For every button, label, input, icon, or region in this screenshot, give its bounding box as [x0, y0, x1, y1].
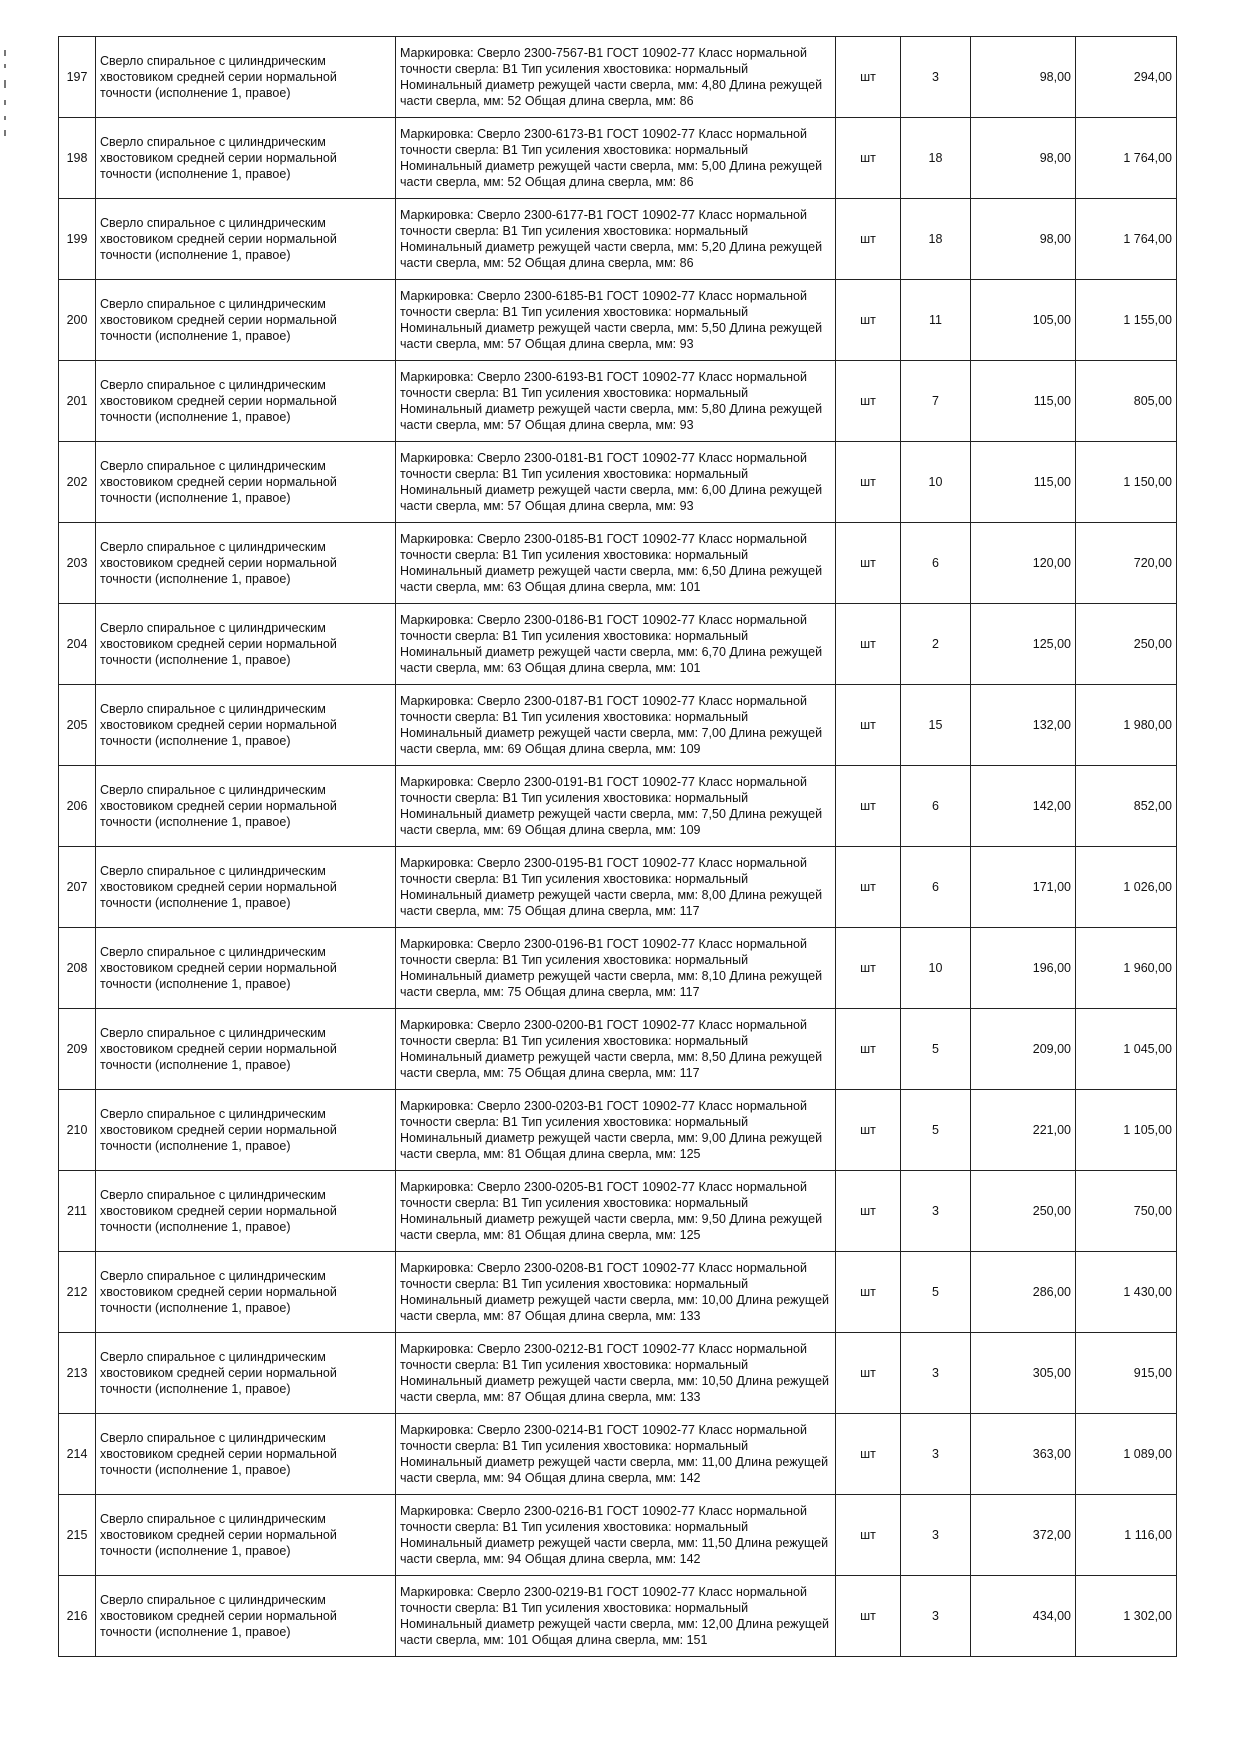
row-number: 210: [59, 1090, 96, 1171]
unit-of-measure: шт: [836, 37, 901, 118]
quantity: 2: [901, 604, 971, 685]
line-total: 720,00: [1076, 523, 1177, 604]
unit-of-measure: шт: [836, 685, 901, 766]
unit-of-measure: шт: [836, 1495, 901, 1576]
unit-of-measure: шт: [836, 280, 901, 361]
unit-price: 250,00: [971, 1171, 1076, 1252]
row-number: 200: [59, 280, 96, 361]
item-description: Маркировка: Сверло 2300-7567-В1 ГОСТ 10902-77 Класс нормальной точности сверла: В1 Тип усиления хвостовика: нормальный Номинальный диаметр режущей части сверла, мм: 4,80 Длина режущей части сверла, мм: 52 Общая длина сверла, мм: 86: [396, 37, 836, 118]
item-description: Маркировка: Сверло 2300-0208-В1 ГОСТ 10902-77 Класс нормальной точности сверла: В1 Тип усиления хвостовика: нормальный Номинальный диаметр режущей части сверла, мм: 10,00 Длина режущей части сверла, мм: 87 Общая длина сверла, мм: 133: [396, 1252, 836, 1333]
row-number: 213: [59, 1333, 96, 1414]
row-number: 209: [59, 1009, 96, 1090]
unit-of-measure: шт: [836, 118, 901, 199]
table-row: [59, 685, 1177, 766]
line-total: 1 155,00: [1076, 280, 1177, 361]
row-number: 206: [59, 766, 96, 847]
unit-price: 125,00: [971, 604, 1076, 685]
table-row: [59, 1252, 1177, 1333]
line-total: 1 150,00: [1076, 442, 1177, 523]
quantity: 3: [901, 1495, 971, 1576]
row-number: 212: [59, 1252, 96, 1333]
item-description: Маркировка: Сверло 2300-0185-В1 ГОСТ 10902-77 Класс нормальной точности сверла: В1 Тип усиления хвостовика: нормальный Номинальный диаметр режущей части сверла, мм: 6,50 Длина режущей части сверла, мм: 63 Общая длина сверла, мм: 101: [396, 523, 836, 604]
item-description: Маркировка: Сверло 2300-0181-В1 ГОСТ 10902-77 Класс нормальной точности сверла: В1 Тип усиления хвостовика: нормальный Номинальный диаметр режущей части сверла, мм: 6,00 Длина режущей части сверла, мм: 57 Общая длина сверла, мм: 93: [396, 442, 836, 523]
unit-price: 115,00: [971, 361, 1076, 442]
item-description: Маркировка: Сверло 2300-0214-В1 ГОСТ 10902-77 Класс нормальной точности сверла: В1 Тип усиления хвостовика: нормальный Номинальный диаметр режущей части сверла, мм: 11,00 Длина режущей части сверла, мм: 94 Общая длина сверла, мм: 142: [396, 1414, 836, 1495]
quantity: 3: [901, 1414, 971, 1495]
row-number: 204: [59, 604, 96, 685]
table-row: [59, 37, 1177, 118]
item-name: Сверло спиральное с цилиндрическим хвостовиком средней серии нормальной точности (исполнение 1, правое): [96, 1495, 396, 1576]
item-description: Маркировка: Сверло 2300-0219-В1 ГОСТ 10902-77 Класс нормальной точности сверла: В1 Тип усиления хвостовика: нормальный Номинальный диаметр режущей части сверла, мм: 12,00 Длина режущей части сверла, мм: 101 Общая длина сверла, мм: 151: [396, 1576, 836, 1657]
row-number: 199: [59, 199, 96, 280]
unit-of-measure: шт: [836, 1252, 901, 1333]
unit-price: 434,00: [971, 1576, 1076, 1657]
line-total: 1 105,00: [1076, 1090, 1177, 1171]
quantity: 3: [901, 1576, 971, 1657]
quantity: 3: [901, 37, 971, 118]
quantity: 6: [901, 847, 971, 928]
line-total: 1 045,00: [1076, 1009, 1177, 1090]
quantity: 18: [901, 118, 971, 199]
item-name: Сверло спиральное с цилиндрическим хвостовиком средней серии нормальной точности (исполнение 1, правое): [96, 442, 396, 523]
item-name: Сверло спиральное с цилиндрическим хвостовиком средней серии нормальной точности (исполнение 1, правое): [96, 1171, 396, 1252]
unit-of-measure: шт: [836, 1576, 901, 1657]
table-row: [59, 1495, 1177, 1576]
unit-of-measure: шт: [836, 523, 901, 604]
unit-price: 221,00: [971, 1090, 1076, 1171]
table-row: [59, 1576, 1177, 1657]
item-description: Маркировка: Сверло 2300-0203-В1 ГОСТ 10902-77 Класс нормальной точности сверла: В1 Тип усиления хвостовика: нормальный Номинальный диаметр режущей части сверла, мм: 9,00 Длина режущей части сверла, мм: 81 Общая длина сверла, мм: 125: [396, 1090, 836, 1171]
table-row: [59, 928, 1177, 1009]
quantity: 3: [901, 1171, 971, 1252]
table-row: [59, 280, 1177, 361]
line-total: 1 764,00: [1076, 199, 1177, 280]
line-total: 1 089,00: [1076, 1414, 1177, 1495]
table-row: [59, 1009, 1177, 1090]
item-name: Сверло спиральное с цилиндрическим хвостовиком средней серии нормальной точности (исполнение 1, правое): [96, 1090, 396, 1171]
row-number: 205: [59, 685, 96, 766]
quantity: 11: [901, 280, 971, 361]
row-number: 214: [59, 1414, 96, 1495]
item-name: Сверло спиральное с цилиндрическим хвостовиком средней серии нормальной точности (исполнение 1, правое): [96, 199, 396, 280]
table-row: [59, 1333, 1177, 1414]
item-name: Сверло спиральное с цилиндрическим хвостовиком средней серии нормальной точности (исполнение 1, правое): [96, 928, 396, 1009]
item-name: Сверло спиральное с цилиндрическим хвостовиком средней серии нормальной точности (исполнение 1, правое): [96, 847, 396, 928]
table-row: [59, 361, 1177, 442]
line-total: 1 116,00: [1076, 1495, 1177, 1576]
unit-price: 372,00: [971, 1495, 1076, 1576]
item-description: Маркировка: Сверло 2300-0205-В1 ГОСТ 10902-77 Класс нормальной точности сверла: В1 Тип усиления хвостовика: нормальный Номинальный диаметр режущей части сверла, мм: 9,50 Длина режущей части сверла, мм: 81 Общая длина сверла, мм: 125: [396, 1171, 836, 1252]
unit-price: 132,00: [971, 685, 1076, 766]
item-description: Маркировка: Сверло 2300-6173-В1 ГОСТ 10902-77 Класс нормальной точности сверла: В1 Тип усиления хвостовика: нормальный Номинальный диаметр режущей части сверла, мм: 5,00 Длина режущей части сверла, мм: 52 Общая длина сверла, мм: 86: [396, 118, 836, 199]
quantity: 6: [901, 523, 971, 604]
row-number: 207: [59, 847, 96, 928]
unit-of-measure: шт: [836, 1171, 901, 1252]
item-description: Маркировка: Сверло 2300-0186-В1 ГОСТ 10902-77 Класс нормальной точности сверла: В1 Тип усиления хвостовика: нормальный Номинальный диаметр режущей части сверла, мм: 6,70 Длина режущей части сверла, мм: 63 Общая длина сверла, мм: 101: [396, 604, 836, 685]
item-name: Сверло спиральное с цилиндрическим хвостовиком средней серии нормальной точности (исполнение 1, правое): [96, 604, 396, 685]
table-row: [59, 1414, 1177, 1495]
quantity: 18: [901, 199, 971, 280]
table-body: [59, 37, 1177, 1657]
unit-of-measure: шт: [836, 766, 901, 847]
line-total: 250,00: [1076, 604, 1177, 685]
item-description: Маркировка: Сверло 2300-6185-В1 ГОСТ 10902-77 Класс нормальной точности сверла: В1 Тип усиления хвостовика: нормальный Номинальный диаметр режущей части сверла, мм: 5,50 Длина режущей части сверла, мм: 57 Общая длина сверла, мм: 93: [396, 280, 836, 361]
item-description: Маркировка: Сверло 2300-0216-В1 ГОСТ 10902-77 Класс нормальной точности сверла: В1 Тип усиления хвостовика: нормальный Номинальный диаметр режущей части сверла, мм: 11,50 Длина режущей части сверла, мм: 94 Общая длина сверла, мм: 142: [396, 1495, 836, 1576]
item-description: Маркировка: Сверло 2300-6193-В1 ГОСТ 10902-77 Класс нормальной точности сверла: В1 Тип усиления хвостовика: нормальный Номинальный диаметр режущей части сверла, мм: 5,80 Длина режущей части сверла, мм: 57 Общая длина сверла, мм: 93: [396, 361, 836, 442]
item-description: Маркировка: Сверло 2300-6177-В1 ГОСТ 10902-77 Класс нормальной точности сверла: В1 Тип усиления хвостовика: нормальный Номинальный диаметр режущей части сверла, мм: 5,20 Длина режущей части сверла, мм: 52 Общая длина сверла, мм: 86: [396, 199, 836, 280]
unit-price: 98,00: [971, 199, 1076, 280]
table-row: [59, 1171, 1177, 1252]
item-name: Сверло спиральное с цилиндрическим хвостовиком средней серии нормальной точности (исполнение 1, правое): [96, 1576, 396, 1657]
unit-of-measure: шт: [836, 442, 901, 523]
table-row: [59, 523, 1177, 604]
item-description: Маркировка: Сверло 2300-0200-В1 ГОСТ 10902-77 Класс нормальной точности сверла: В1 Тип усиления хвостовика: нормальный Номинальный диаметр режущей части сверла, мм: 8,50 Длина режущей части сверла, мм: 75 Общая длина сверла, мм: 117: [396, 1009, 836, 1090]
item-name: Сверло спиральное с цилиндрическим хвостовиком средней серии нормальной точности (исполнение 1, правое): [96, 766, 396, 847]
quantity: 5: [901, 1252, 971, 1333]
unit-price: 105,00: [971, 280, 1076, 361]
table-row: [59, 118, 1177, 199]
item-name: Сверло спиральное с цилиндрическим хвостовиком средней серии нормальной точности (исполнение 1, правое): [96, 37, 396, 118]
line-total: 1 960,00: [1076, 928, 1177, 1009]
row-number: 202: [59, 442, 96, 523]
unit-price: 115,00: [971, 442, 1076, 523]
item-name: Сверло спиральное с цилиндрическим хвостовиком средней серии нормальной точности (исполнение 1, правое): [96, 685, 396, 766]
unit-price: 196,00: [971, 928, 1076, 1009]
item-description: Маркировка: Сверло 2300-0187-В1 ГОСТ 10902-77 Класс нормальной точности сверла: В1 Тип усиления хвостовика: нормальный Номинальный диаметр режущей части сверла, мм: 7,00 Длина режущей части сверла, мм: 69 Общая длина сверла, мм: 109: [396, 685, 836, 766]
item-description: Маркировка: Сверло 2300-0196-В1 ГОСТ 10902-77 Класс нормальной точности сверла: В1 Тип усиления хвостовика: нормальный Номинальный диаметр режущей части сверла, мм: 8,10 Длина режущей части сверла, мм: 75 Общая длина сверла, мм: 117: [396, 928, 836, 1009]
unit-of-measure: шт: [836, 847, 901, 928]
unit-of-measure: шт: [836, 1414, 901, 1495]
unit-of-measure: шт: [836, 1009, 901, 1090]
table-row: [59, 199, 1177, 280]
item-name: Сверло спиральное с цилиндрическим хвостовиком средней серии нормальной точности (исполнение 1, правое): [96, 118, 396, 199]
item-name: Сверло спиральное с цилиндрическим хвостовиком средней серии нормальной точности (исполнение 1, правое): [96, 361, 396, 442]
quantity: 10: [901, 928, 971, 1009]
row-number: 208: [59, 928, 96, 1009]
row-number: 203: [59, 523, 96, 604]
row-number: 216: [59, 1576, 96, 1657]
quantity: 15: [901, 685, 971, 766]
row-number: 215: [59, 1495, 96, 1576]
item-name: Сверло спиральное с цилиндрическим хвостовиком средней серии нормальной точности (исполнение 1, правое): [96, 280, 396, 361]
table-row: [59, 1090, 1177, 1171]
row-number: 197: [59, 37, 96, 118]
line-total: 1 764,00: [1076, 118, 1177, 199]
item-name: Сверло спиральное с цилиндрическим хвостовиком средней серии нормальной точности (исполнение 1, правое): [96, 1252, 396, 1333]
item-name: Сверло спиральное с цилиндрическим хвостовиком средней серии нормальной точности (исполнение 1, правое): [96, 1009, 396, 1090]
quantity: 10: [901, 442, 971, 523]
unit-of-measure: шт: [836, 928, 901, 1009]
unit-price: 98,00: [971, 37, 1076, 118]
line-total: 1 026,00: [1076, 847, 1177, 928]
item-name: Сверло спиральное с цилиндрическим хвостовиком средней серии нормальной точности (исполнение 1, правое): [96, 1414, 396, 1495]
unit-of-measure: шт: [836, 361, 901, 442]
item-description: Маркировка: Сверло 2300-0212-В1 ГОСТ 10902-77 Класс нормальной точности сверла: В1 Тип усиления хвостовика: нормальный Номинальный диаметр режущей части сверла, мм: 10,50 Длина режущей части сверла, мм: 87 Общая длина сверла, мм: 133: [396, 1333, 836, 1414]
table-row: [59, 766, 1177, 847]
line-total: 805,00: [1076, 361, 1177, 442]
line-total: 294,00: [1076, 37, 1177, 118]
quantity: 7: [901, 361, 971, 442]
quantity: 5: [901, 1009, 971, 1090]
item-name: Сверло спиральное с цилиндрическим хвостовиком средней серии нормальной точности (исполнение 1, правое): [96, 1333, 396, 1414]
table-row: [59, 847, 1177, 928]
row-number: 211: [59, 1171, 96, 1252]
unit-price: 142,00: [971, 766, 1076, 847]
line-total: 1 980,00: [1076, 685, 1177, 766]
line-total: 915,00: [1076, 1333, 1177, 1414]
quantity: 6: [901, 766, 971, 847]
item-description: Маркировка: Сверло 2300-0195-В1 ГОСТ 10902-77 Класс нормальной точности сверла: В1 Тип усиления хвостовика: нормальный Номинальный диаметр режущей части сверла, мм: 8,00 Длина режущей части сверла, мм: 75 Общая длина сверла, мм: 117: [396, 847, 836, 928]
unit-price: 286,00: [971, 1252, 1076, 1333]
specification-table: [58, 36, 1177, 1657]
unit-price: 363,00: [971, 1414, 1076, 1495]
scan-margin-marks: [2, 50, 10, 140]
table-row: [59, 604, 1177, 685]
unit-of-measure: шт: [836, 1333, 901, 1414]
item-name: Сверло спиральное с цилиндрическим хвостовиком средней серии нормальной точности (исполнение 1, правое): [96, 523, 396, 604]
row-number: 201: [59, 361, 96, 442]
line-total: 852,00: [1076, 766, 1177, 847]
unit-of-measure: шт: [836, 199, 901, 280]
unit-price: 305,00: [971, 1333, 1076, 1414]
unit-of-measure: шт: [836, 604, 901, 685]
line-total: 1 430,00: [1076, 1252, 1177, 1333]
row-number: 198: [59, 118, 96, 199]
unit-price: 98,00: [971, 118, 1076, 199]
quantity: 3: [901, 1333, 971, 1414]
line-total: 1 302,00: [1076, 1576, 1177, 1657]
unit-price: 209,00: [971, 1009, 1076, 1090]
unit-price: 171,00: [971, 847, 1076, 928]
table-row: [59, 442, 1177, 523]
item-description: Маркировка: Сверло 2300-0191-В1 ГОСТ 10902-77 Класс нормальной точности сверла: В1 Тип усиления хвостовика: нормальный Номинальный диаметр режущей части сверла, мм: 7,50 Длина режущей части сверла, мм: 69 Общая длина сверла, мм: 109: [396, 766, 836, 847]
unit-price: 120,00: [971, 523, 1076, 604]
line-total: 750,00: [1076, 1171, 1177, 1252]
quantity: 5: [901, 1090, 971, 1171]
unit-of-measure: шт: [836, 1090, 901, 1171]
